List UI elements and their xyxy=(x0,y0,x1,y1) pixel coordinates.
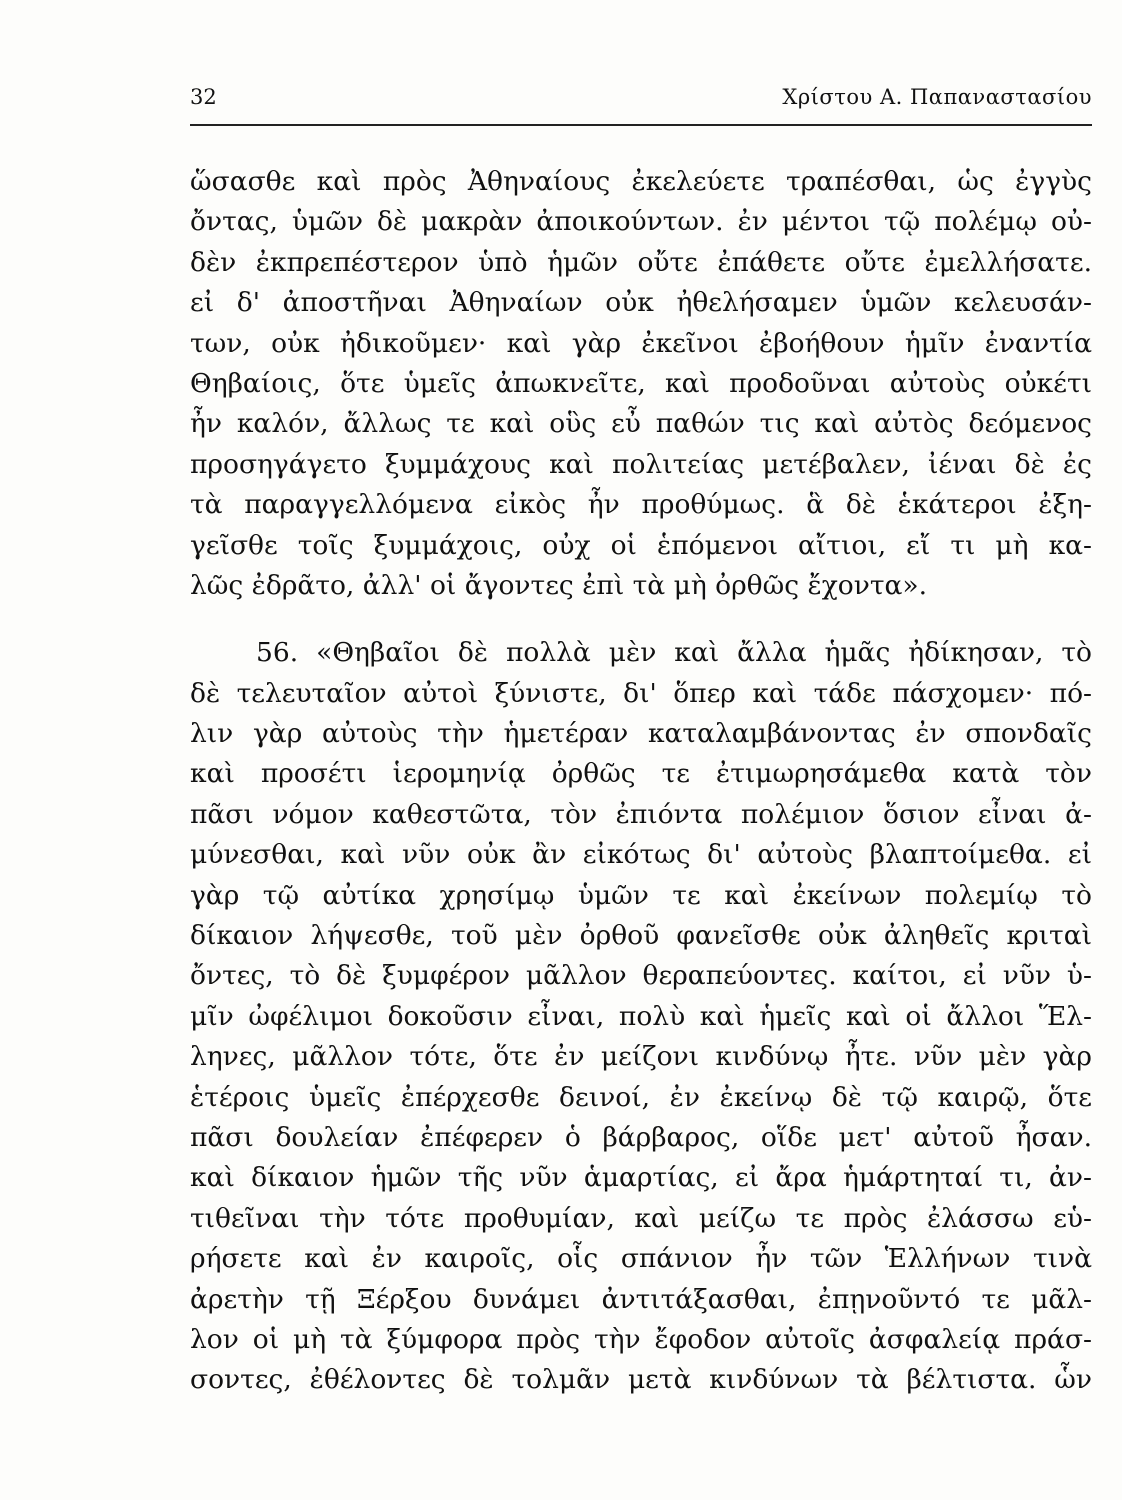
page-header xyxy=(190,82,1092,112)
paragraph-56 xyxy=(190,633,1092,1400)
text-line: καὶ προσέτι ἱερομηνίᾳ ὀρθῶς τε ἐτιμωρησάμεθα κατὰ τὸν xyxy=(190,758,1092,790)
text-line: λῶς ἐδρᾶτο, ἀλλ' οἱ ἄγοντες ἐπὶ τὰ μὴ ὀρθῶς ἔχοντα». xyxy=(190,569,928,601)
text-line: γεῖσθε τοῖς ξυμμάχοις, οὐχ οἱ ἑπόμενοι αἴτιοι, εἴ τι μὴ κα- xyxy=(190,529,1092,561)
text-line: γὰρ τῷ αὐτίκα χρησίμῳ ὑμῶν τε καὶ ἐκείνων πολεμίῳ τὸ xyxy=(190,879,1092,911)
running-head-author: Χρίστου Α. Παπαναστασίου xyxy=(782,85,1092,109)
text-line: ἑτέροις ὑμεῖς ἐπέρχεσθε δεινοί, ἐν ἐκείνῳ δὲ τῷ καιρῷ, ὅτε xyxy=(190,1081,1092,1113)
text-line: ληνες, μᾶλλον τότε, ὅτε ἐν μείζονι κινδύνῳ ἦτε. νῦν μὲν γὰρ xyxy=(190,1041,1092,1073)
text-line: σοντες, ἐθέλοντες δὲ τολμᾶν μετὰ κινδύνων τὰ βέλτιστα. ὧν xyxy=(190,1364,1092,1396)
text-line: πᾶσι δουλείαν ἐπέφερεν ὁ βάρβαρος, οἵδε μετ' αὐτοῦ ἦσαν. xyxy=(190,1121,1092,1153)
text-line: ρήσετε καὶ ἐν καιροῖς, οἷς σπάνιον ἦν τῶν Ἑλλήνων τινὰ xyxy=(190,1243,1092,1275)
text-line: ἦν καλόν, ἄλλως τε καὶ οὓς εὖ παθών τις καὶ αὐτὸς δεόμενος xyxy=(190,408,1092,440)
text-line: πᾶσι νόμον καθεστῶτα, τὸν ἐπιόντα πολέμιον ὅσιον εἶναι ἀ- xyxy=(190,798,1092,830)
page-number: 32 xyxy=(190,85,217,109)
body-text xyxy=(190,162,1092,1401)
header-rule xyxy=(190,124,1092,126)
text-line: δὲν ἐκπρεπέστερον ὑπὸ ἡμῶν οὔτε ἐπάθετε οὔτε ἐμελλήσατε. xyxy=(190,246,1092,278)
text-line: ὄντας, ὑμῶν δὲ μακρὰν ἀποικούντων. ἐν μέντοι τῷ πολέμῳ οὐ- xyxy=(190,206,1092,238)
text-line: λιν γὰρ αὐτοὺς τὴν ἡμετέραν καταλαμβάνοντας ἐν σπονδαῖς xyxy=(190,718,1092,750)
text-line: δὲ τελευταῖον αὐτοὶ ξύνιστε, δι' ὅπερ καὶ τάδε πάσχομεν· πό- xyxy=(190,677,1092,709)
text-line: Θηβαίοις, ὅτε ὑμεῖς ἀπωκνεῖτε, καὶ προδοῦναι αὐτοὺς οὐκέτι xyxy=(190,367,1092,399)
paragraph-1 xyxy=(190,162,1092,606)
text-line: ἀρετὴν τῇ Ξέρξου δυνάμει ἀντιτάξασθαι, ἐπῃνοῦντό τε μᾶλ- xyxy=(190,1283,1092,1315)
text-line: μύνεσθαι, καὶ νῦν οὐκ ἂν εἰκότως δι' αὐτοὺς βλαπτοίμεθα. εἰ xyxy=(190,839,1092,871)
text-line: εἰ δ' ἀποστῆναι Ἀθηναίων οὐκ ἠθελήσαμεν ὑμῶν κελευσάν- xyxy=(190,287,1092,319)
text-line: 56. «Θηβαῖοι δὲ πολλὰ μὲν καὶ ἄλλα ἡμᾶς ἠδίκησαν, τὸ xyxy=(256,637,1092,669)
text-line: τιθεῖναι τὴν τότε προθυμίαν, καὶ μείζω τε πρὸς ἐλάσσω εὑ- xyxy=(190,1202,1092,1234)
text-line: δίκαιον λήψεσθε, τοῦ μὲν ὀρθοῦ φανεῖσθε οὐκ ἀληθεῖς κριταὶ xyxy=(190,920,1092,952)
text-line: των, οὐκ ἠδικοῦμεν· καὶ γὰρ ἐκεῖνοι ἐβοήθουν ἡμῖν ἐναντία xyxy=(190,327,1092,359)
text-line: μῖν ὠφέλιμοι δοκοῦσιν εἶναι, πολὺ καὶ ἡμεῖς καὶ οἱ ἄλλοι Ἕλ- xyxy=(190,1000,1092,1032)
text-line: λον οἱ μὴ τὰ ξύμφορα πρὸς τὴν ἔφοδον αὐτοῖς ἀσφαλείᾳ πράσ- xyxy=(190,1323,1092,1355)
text-line: καὶ δίκαιον ἡμῶν τῆς νῦν ἁμαρτίας, εἰ ἄρα ἡμάρτηταί τι, ἀν- xyxy=(190,1162,1092,1194)
text-line: προσηγάγετο ξυμμάχους καὶ πολιτείας μετέβαλεν, ἰέναι δὲ ἐς xyxy=(190,448,1092,480)
text-line: τὰ παραγγελλόμενα εἰκὸς ἦν προθύμως. ἃ δὲ ἑκάτεροι ἐξη- xyxy=(190,489,1092,521)
text-line: ὄντες, τὸ δὲ ξυμφέρον μᾶλλον θεραπεύοντες. καίτοι, εἰ νῦν ὑ- xyxy=(190,960,1092,992)
text-line: ὥσασθε καὶ πρὸς Ἀθηναίους ἐκελεύετε τραπέσθαι, ὡς ἐγγὺς xyxy=(190,166,1092,197)
